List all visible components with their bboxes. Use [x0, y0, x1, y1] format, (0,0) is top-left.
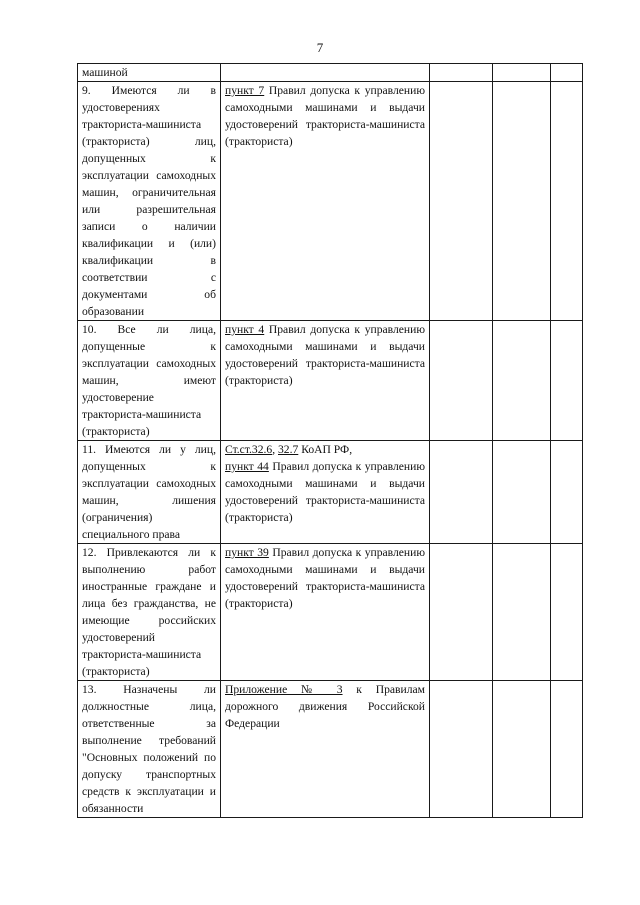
answer-cell	[430, 544, 493, 681]
answer-cell	[430, 441, 493, 544]
answer-cell	[551, 544, 583, 681]
answer-cell	[551, 64, 583, 82]
answer-cell	[493, 544, 551, 681]
table-row	[78, 544, 583, 681]
question-cell: 10. Все ли лица, допущенные к эксплуатации самоходных машин, имеют удостоверение тракториста-машиниста (тракториста)	[78, 321, 221, 441]
answer-cell	[430, 64, 493, 82]
reference-cell	[221, 544, 430, 681]
answer-cell	[493, 441, 551, 544]
table-row	[78, 321, 583, 441]
question-cell: машиной	[78, 64, 221, 82]
answer-cell	[551, 82, 583, 321]
table-row	[78, 441, 583, 544]
legal-reference-link[interactable]: пункт 44	[225, 460, 269, 473]
answer-cell	[430, 321, 493, 441]
reference-cell	[221, 64, 430, 82]
question-cell: 9. Имеются ли в удостоверениях тракториста-машиниста (тракториста) лиц, допущенных к эксплуатации самоходных машин, ограничительная или разрешительная записи о наличии квалификации и (или) квалификации в соответствии с документами об образовании	[78, 82, 221, 321]
reference-text: Правил допуска к управлению самоходными машинами и выдачи удостоверений тракториста-машиниста (тракториста)	[225, 323, 425, 387]
page-number: 7	[316, 40, 324, 55]
table-row	[78, 64, 583, 82]
question-cell: 13. Назначены ли должностные лица, ответственные за выполнение требований "Основных положений по допуску транспортных средств к эксплуатации и обязанности	[78, 681, 221, 818]
reference-cell	[221, 681, 430, 818]
answer-cell	[430, 681, 493, 818]
answer-cell	[430, 82, 493, 321]
legal-reference-link[interactable]: 32.7	[278, 443, 299, 456]
legal-reference-link[interactable]: пункт 4	[225, 323, 265, 336]
reference-text: Правил допуска к управлению самоходными машинами и выдачи удостоверений тракториста-машиниста (тракториста)	[225, 460, 425, 524]
reference-separator: ,	[272, 443, 278, 456]
legal-reference-link[interactable]: пункт 39	[225, 546, 269, 559]
reference-text: Правил допуска к управлению самоходными машинами и выдачи удостоверений тракториста-машиниста (тракториста)	[225, 546, 425, 610]
answer-cell	[493, 321, 551, 441]
answer-cell	[551, 321, 583, 441]
legal-reference-link[interactable]: Ст.ст.32.6	[225, 443, 273, 456]
table-row	[78, 681, 583, 818]
reference-cell	[221, 82, 430, 321]
table-row	[78, 82, 583, 321]
checklist-table	[77, 63, 583, 818]
answer-cell	[551, 681, 583, 818]
answer-cell	[551, 441, 583, 544]
answer-cell	[493, 82, 551, 321]
legal-reference-link[interactable]: пункт 7	[225, 84, 265, 97]
reference-text: КоАП РФ,	[298, 443, 353, 456]
answer-cell	[493, 681, 551, 818]
legal-reference-link[interactable]: Приложение № 3	[225, 683, 343, 696]
reference-cell	[221, 321, 430, 441]
reference-cell	[221, 441, 430, 544]
question-cell: 12. Привлекаются ли к выполнению работ иностранные граждане и лица без гражданства, не имеющие российских удостоверений тракториста-машиниста (тракториста)	[78, 544, 221, 681]
reference-text: Правил допуска к управлению самоходными машинами и выдачи удостоверений тракториста-машиниста (тракториста)	[225, 84, 425, 148]
reference-text: к Правилам дорожного движения Российской Федерации	[225, 683, 425, 730]
question-cell: 11. Имеются ли у лиц, допущенных к эксплуатации самоходных машин, лишения (ограничения) специального права	[78, 441, 221, 544]
answer-cell	[493, 64, 551, 82]
